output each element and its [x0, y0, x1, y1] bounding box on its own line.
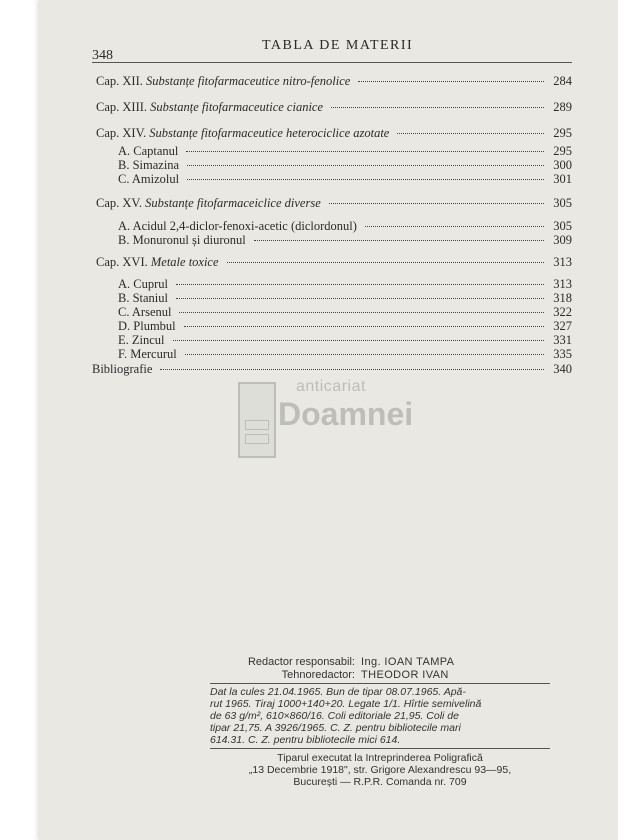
- toc-subentry: B. Simazina 300: [118, 158, 572, 172]
- toc-page-number: 335: [553, 347, 572, 361]
- dot-leader: [176, 284, 544, 285]
- running-title: TABLA DE MATERII: [262, 38, 414, 53]
- toc-entry-bibliography: Bibliografie 340: [92, 362, 572, 376]
- book-icon: [238, 382, 276, 458]
- dot-leader: [185, 354, 544, 355]
- toc-page-number: 295: [553, 144, 572, 158]
- printer-info: Tiparul executat la Intreprinderea Poligrafică „13 Decembrie 1918", str. Grigore Alexandrescu 93—95, București — R.P.R. Comanda nr. 709: [248, 752, 512, 788]
- toc-subentry: C. Amizolul 301: [118, 172, 572, 186]
- toc-page-number: 340: [553, 362, 572, 376]
- dot-leader: [187, 179, 544, 180]
- toc-subentry: E. Zincul 331: [118, 333, 572, 347]
- dot-leader: [173, 340, 544, 341]
- toc-entry: Cap. XV. Substanțe fitofarmaceiclice diverse 305: [96, 196, 572, 210]
- toc-subentry: D. Plumbul 327: [118, 319, 572, 333]
- toc-page-number: 313: [553, 255, 572, 269]
- dot-leader: [187, 165, 544, 166]
- toc-entry: Cap. XIII. Substanțe fitofarmaceutice cianice 289: [96, 100, 572, 114]
- print-details: Dat la cules 21.04.1965. Bun de tipar 08.07.1965. Apă- rut 1965. Tiraj 1000+140+20. Legate 1/1. Hîrtie semivelină de 63 g/m², 610×860/16. Coli editoriale 21,95. Coli de tipar 21,75. A 3926/1965. C. Z. pentru bibliotecile mari 614.31. C. Z. pentru bibliotecile mici 614.: [210, 686, 482, 746]
- divider: [210, 683, 550, 684]
- editors: Redactor responsabil: Ing. IOAN TAMPA Tehnoredactor: THEODOR IVAN: [247, 656, 455, 681]
- toc-page-number: 289: [553, 100, 572, 114]
- toc-page-number: 295: [553, 126, 572, 140]
- dot-leader: [179, 312, 544, 313]
- toc-page-number: 301: [553, 172, 572, 186]
- toc-subentry: B. Staniul 318: [118, 291, 572, 305]
- dot-leader: [397, 133, 544, 134]
- toc-subentry: A. Cuprul 313: [118, 277, 572, 291]
- dot-leader: [358, 81, 544, 82]
- toc-subentry: A. Acidul 2,4-diclor-fenoxi-acetic (diclordonul) 305: [118, 219, 572, 233]
- toc-page-number: 284: [553, 74, 572, 88]
- dot-leader: [184, 326, 544, 327]
- toc-page-number: 322: [553, 305, 572, 319]
- page-number: 348: [92, 48, 113, 63]
- toc-page-number: 305: [553, 219, 572, 233]
- toc-subentry: A. Captanul 295: [118, 144, 572, 158]
- dot-leader: [227, 262, 544, 263]
- toc-subentry: B. Monuronul și diuronul 309: [118, 233, 572, 247]
- toc-entry: Cap. XVI. Metale toxice 313: [96, 255, 572, 269]
- toc-page-number: 331: [553, 333, 572, 347]
- dot-leader: [186, 151, 544, 152]
- toc-page-number: 300: [553, 158, 572, 172]
- watermark-line1: anticariat: [296, 378, 366, 395]
- toc-page-number: 318: [553, 291, 572, 305]
- toc-page-number: 309: [553, 233, 572, 247]
- toc-entry: Cap. XII. Substanțe fitofarmaceutice nitro-fenolice 284: [96, 74, 572, 88]
- toc-page-number: 305: [553, 196, 572, 210]
- toc-subentry: F. Mercurul 335: [118, 347, 572, 361]
- toc-page-number: 313: [553, 277, 572, 291]
- page-header: [92, 38, 572, 63]
- dot-leader: [254, 240, 544, 241]
- watermark-logo: [238, 378, 414, 468]
- dot-leader: [176, 298, 544, 299]
- dot-leader: [160, 369, 544, 370]
- dot-leader: [365, 226, 544, 227]
- watermark-line2: Doamnei: [278, 396, 414, 432]
- toc-page-number: 327: [553, 319, 572, 333]
- dot-leader: [331, 107, 544, 108]
- toc-subentry: C. Arsenul 322: [118, 305, 572, 319]
- toc-entry: Cap. XIV. Substanțe fitofarmaceutice heterociclice azotate 295: [96, 126, 572, 140]
- divider: [210, 748, 550, 749]
- dot-leader: [329, 203, 544, 204]
